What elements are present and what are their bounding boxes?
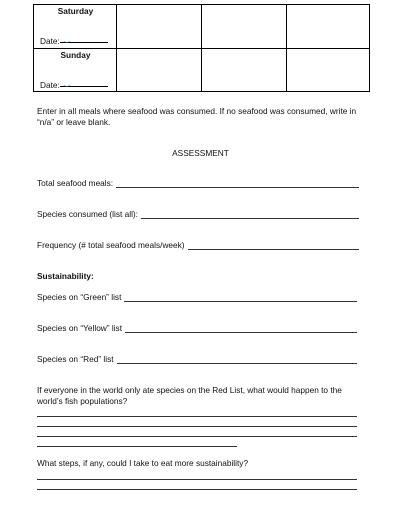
answer-line[interactable] [37, 416, 357, 417]
answer-line[interactable] [116, 179, 359, 188]
answer-line[interactable] [37, 426, 357, 427]
instructions-text: Enter in all meals where seafood was consumed. If no seafood was consumed, write in “n/a” or leave blank. [37, 106, 357, 127]
green-list-field[interactable] [37, 292, 357, 302]
answer-line[interactable] [37, 479, 357, 480]
red-list-field[interactable] [37, 354, 357, 364]
green-list-label: Species on “Green” list [37, 292, 122, 302]
table-row [34, 48, 369, 92]
meal-log-table [33, 4, 370, 92]
answer-line[interactable] [37, 436, 357, 437]
total-seafood-label: Total seafood meals: [37, 178, 114, 188]
date-field[interactable] [40, 80, 108, 90]
meal-cell[interactable] [117, 5, 202, 48]
answer-line[interactable] [141, 210, 359, 219]
answer-line[interactable] [117, 355, 357, 364]
answer-line[interactable] [37, 446, 237, 447]
total-seafood-field[interactable] [37, 178, 359, 188]
question-red-list: If everyone in the world only ate species on the Red List, what would happen to the world’s fish populations? [37, 385, 342, 406]
spellcheck-mark-icon: ‿ [64, 36, 70, 43]
frequency-field[interactable] [37, 240, 359, 250]
table-row [34, 5, 369, 48]
date-label: Date: [40, 80, 60, 90]
yellow-list-label: Species on “Yellow” list [37, 323, 123, 333]
assessment-heading: ASSESSMENT [172, 148, 229, 158]
species-consumed-field[interactable] [37, 209, 359, 219]
meal-cell[interactable] [287, 49, 369, 92]
meal-cell[interactable] [287, 5, 369, 48]
meal-cell[interactable] [202, 49, 287, 92]
sustainability-heading: Sustainability: [37, 271, 94, 281]
date-field[interactable] [40, 36, 108, 46]
meal-cell[interactable] [117, 49, 202, 92]
day-label: Sunday [60, 50, 91, 60]
answer-line[interactable] [188, 241, 359, 250]
yellow-list-field[interactable] [37, 323, 357, 333]
meal-cell[interactable] [202, 5, 287, 48]
answer-line[interactable] [37, 489, 357, 490]
red-list-label: Species on “Red” list [37, 354, 114, 364]
answer-line[interactable] [125, 324, 357, 333]
question-steps: What steps, if any, could I take to eat more sustainability? [37, 458, 249, 468]
species-consumed-label: Species consumed (list all): [37, 209, 138, 219]
spellcheck-mark-icon: ‿ [64, 80, 70, 87]
day-label: Saturday [57, 6, 94, 16]
frequency-label: Frequency (# total seafood meals/week) [37, 240, 185, 250]
date-label: Date: [40, 36, 60, 46]
answer-line[interactable] [124, 293, 357, 302]
